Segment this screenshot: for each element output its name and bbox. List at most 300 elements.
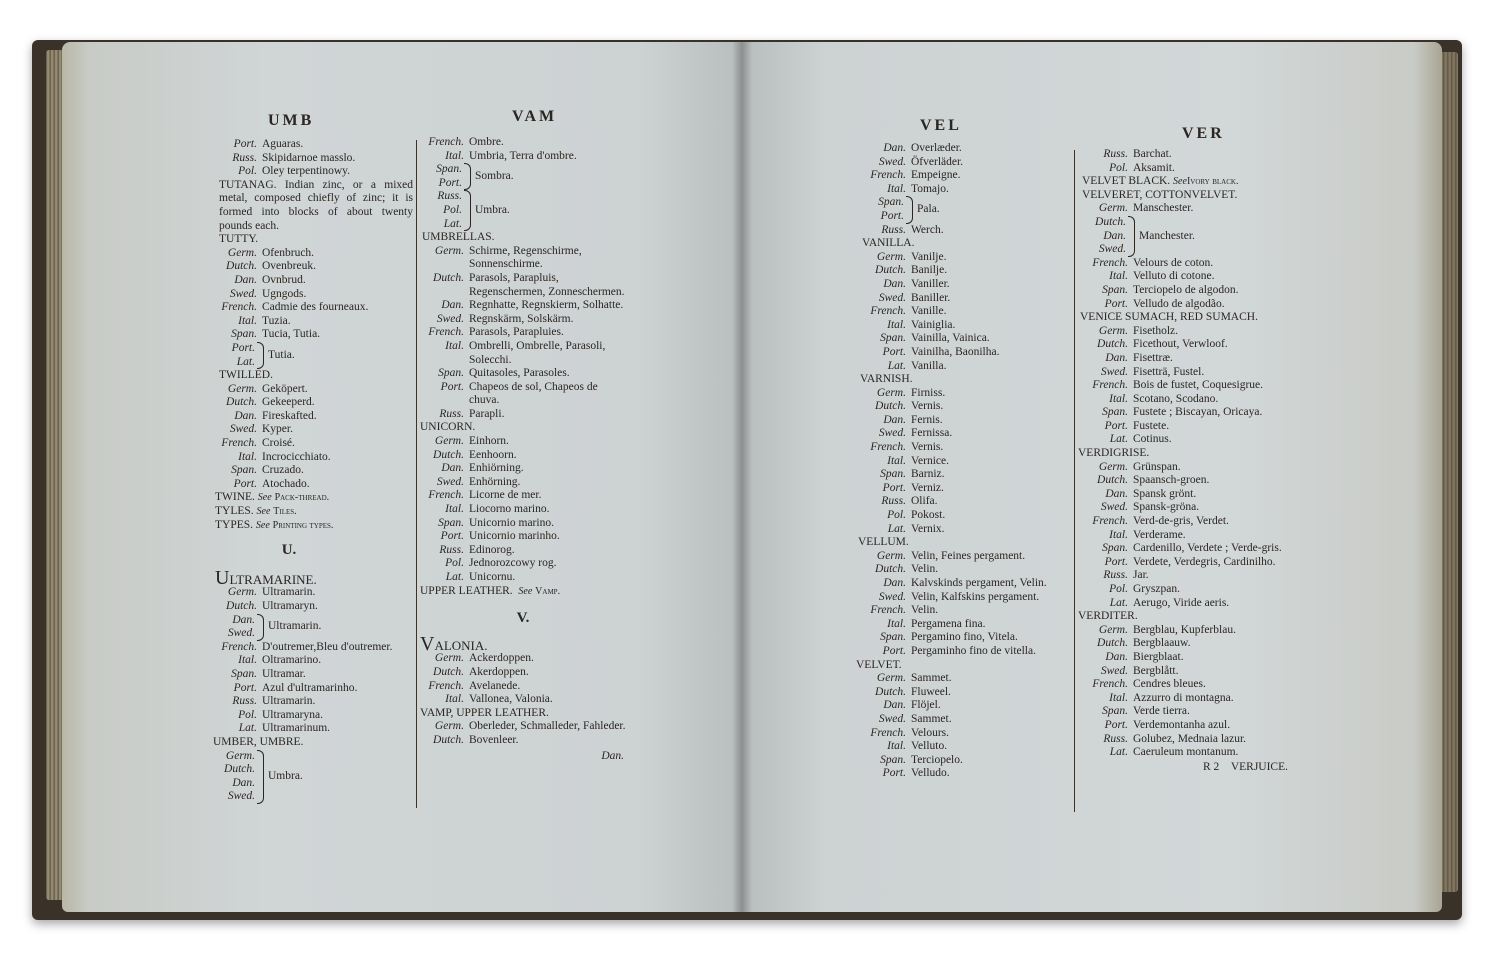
translation-line (1078, 733, 1294, 747)
entry-tyles (165, 505, 413, 519)
translation-line (418, 245, 628, 272)
translation-text: Azzurro di montagna. (1133, 691, 1234, 704)
translation-text: Cardenillo, Verdete ; Verde-gris. (1133, 542, 1282, 555)
translation-text: Cadmie des fourneaux. (262, 301, 369, 314)
translation-line (165, 315, 413, 329)
translation-line (1078, 746, 1294, 760)
language-label: Port. (1104, 419, 1128, 432)
language-label: Dutch. (433, 733, 464, 746)
translation-text: Licorne de mer. (469, 489, 542, 502)
headword-vamp: VAMP, UPPER LEATHER. (420, 706, 549, 719)
entry-lines (856, 142, 1070, 196)
translation-line (856, 686, 1070, 700)
headword-ultramarine (165, 566, 413, 589)
entry-types (165, 519, 413, 533)
translation-line (165, 288, 413, 302)
translation-line (165, 165, 413, 179)
language-label: Swed. (878, 291, 906, 304)
translation-line (418, 476, 628, 490)
translation-text: Oberleder, Schmalleder, Fahleder. (469, 720, 626, 733)
language-label: Dan. (441, 299, 464, 312)
translation-line (856, 346, 1070, 360)
language-label: Ital. (445, 339, 464, 352)
entry-lines (1078, 624, 1294, 760)
book-gutter (732, 42, 752, 912)
translation-line (1078, 501, 1294, 515)
headword-verditer: VERDITER. (1078, 610, 1138, 623)
translation-text: Unicornio marino. (469, 516, 554, 529)
translation-text: Sammet. (911, 712, 952, 725)
entry-lines (1078, 461, 1294, 611)
language-label: Pol. (887, 509, 906, 522)
drop-initial: U (215, 566, 230, 589)
language-label: Dan. (1103, 229, 1126, 242)
language-label: Swed. (227, 627, 255, 640)
translation-line (418, 530, 628, 544)
language-label: Swed. (878, 427, 906, 440)
translation-line (418, 666, 628, 680)
translation-line (1078, 651, 1294, 665)
column-rule-right (1074, 150, 1075, 812)
language-label: Dutch. (875, 400, 906, 413)
language-label: Germ. (876, 549, 906, 562)
translation-text: Tomajo. (911, 182, 949, 195)
translation-line (856, 550, 1070, 564)
translation-line (418, 680, 628, 694)
translation-text: Umbra. (475, 203, 510, 216)
language-label: Dutch. (226, 260, 257, 273)
language-label: Dan. (1105, 487, 1128, 500)
translation-text: Spaansch-groen. (1133, 474, 1210, 487)
language-label: Swed. (436, 475, 464, 488)
see-label: See (1173, 176, 1187, 188)
translation-text: Gekeeperd. (262, 396, 315, 409)
translation-line (856, 292, 1070, 306)
translation-text: Pergamino fino, Vitela. (911, 631, 1018, 644)
language-label: Dutch. (1095, 215, 1126, 228)
translation-line (418, 693, 628, 707)
translation-text: Skipidarnoe masslo. (262, 151, 356, 164)
translation-line (418, 435, 628, 449)
translation-text: Fisetholz. (1133, 324, 1179, 337)
headword-velvet: VELVET. (856, 658, 902, 671)
entry-lines (418, 245, 628, 422)
language-label: Pol. (1109, 583, 1128, 595)
language-label: Swed. (1100, 501, 1128, 514)
translation-text: Golubez, Mednaia lazur. (1133, 732, 1247, 745)
see-label: See (518, 585, 533, 597)
translation-line (1078, 393, 1294, 407)
translation-text: Vanilje. (911, 250, 947, 263)
language-label: Swed. (1098, 243, 1126, 256)
column-d (1078, 148, 1294, 774)
translation-text: Velin, Feines pergament. (911, 549, 1026, 562)
language-label: Russ. (1103, 148, 1128, 160)
translation-text: Oley terpentinowy. (262, 165, 351, 178)
translation-text: Unicornio marinho. (469, 530, 560, 543)
language-label: French. (428, 136, 464, 148)
language-label: Russ. (881, 495, 906, 508)
translation-text: Bois de fustet, Coquesigrue. (1133, 379, 1263, 392)
translation-text: Ombre. (469, 136, 504, 148)
drop-initial: V (420, 632, 435, 655)
translation-line (165, 410, 413, 424)
translation-line (165, 423, 413, 437)
language-label: Swed. (878, 155, 906, 168)
language-label: Germ. (227, 246, 257, 259)
translation-line (856, 305, 1070, 319)
translation-text: Velin. (911, 604, 939, 617)
translation-line (1078, 352, 1294, 366)
translation-line (856, 441, 1070, 455)
language-label: French. (870, 604, 906, 617)
language-label: Span. (436, 163, 462, 176)
translation-line (856, 156, 1070, 170)
translation-text: Umbria, Terra d'ombre. (469, 149, 577, 162)
translation-line (165, 695, 413, 709)
translation-line (856, 455, 1070, 469)
language-label: Port. (438, 176, 462, 189)
translation-line (856, 387, 1070, 401)
translation-text: Spansk grönt. (1133, 487, 1197, 500)
translation-text: Parapli. (469, 407, 505, 420)
running-head-ver: VER (1182, 125, 1225, 142)
translation-text: Manschester. (1133, 202, 1194, 215)
translation-text: Empeigne. (911, 169, 961, 182)
translation-line (856, 468, 1070, 482)
translation-text: Velours. (911, 726, 950, 739)
translation-text: Ultramar. (262, 667, 306, 680)
translation-text: Verd-de-gris, Verdet. (1133, 515, 1229, 528)
translation-line (1078, 420, 1294, 434)
translation-line (856, 672, 1070, 686)
language-label: Lat. (445, 571, 464, 583)
curly-brace-icon (1128, 216, 1135, 257)
translation-text: Olifa. (911, 495, 938, 508)
translation-line (418, 571, 628, 585)
brace-group (1078, 216, 1294, 257)
language-label: Dan. (883, 577, 906, 589)
translation-line (418, 449, 628, 463)
translation-text: Pergaminho fino de vitella. (911, 644, 1036, 657)
language-label: Pol. (443, 203, 462, 216)
headword-umbrellas: UMBRELLAS. (422, 231, 495, 244)
translation-line (418, 517, 628, 531)
translation-text: Aerugo, Viride aeris. (1133, 596, 1230, 609)
entry-lines (856, 251, 1070, 373)
entry-lines (165, 641, 413, 736)
cross-reference: Tiles. (273, 506, 297, 518)
column-a (165, 138, 413, 804)
translation-text: Verdemontanha azul. (1133, 718, 1231, 731)
language-label: Ital. (1109, 691, 1128, 704)
language-label: Lat. (887, 522, 906, 535)
language-label: Dutch. (433, 448, 464, 461)
translation-line (1078, 148, 1294, 162)
entry-lines (165, 383, 413, 492)
translation-line (418, 544, 628, 558)
translation-line (418, 408, 628, 422)
translation-line (856, 713, 1070, 727)
language-label: Russ. (439, 407, 464, 420)
language-label: Port. (880, 209, 904, 222)
translation-line (418, 720, 628, 734)
translation-text: Cruzado. (262, 464, 304, 477)
curly-brace-icon (257, 342, 264, 369)
translation-text: Cendres bleues. (1133, 678, 1206, 691)
translation-text: Grünspan. (1133, 460, 1181, 473)
language-label: Pol. (238, 165, 257, 178)
language-label: Swed. (436, 312, 464, 325)
page-footer (1078, 761, 1294, 775)
language-label: Dutch. (875, 563, 906, 576)
translation-text: Velluto. (911, 740, 948, 753)
translation-text: Werch. (911, 223, 944, 236)
translation-text: Ultramarin. (262, 586, 316, 599)
translation-text: Vernis. (911, 400, 944, 413)
translation-line (165, 152, 413, 166)
translation-line (165, 709, 413, 723)
translation-text: Baniller. (911, 291, 951, 304)
entry-lines (1078, 325, 1294, 447)
translation-text: Gryszpan. (1133, 583, 1180, 595)
language-label: Germ. (227, 382, 257, 395)
translation-line (165, 301, 413, 315)
translation-text: Vainilha, Baonilha. (911, 345, 1000, 358)
running-head-umb: UMB (268, 112, 315, 129)
language-label: Port. (233, 477, 257, 490)
headword-twilled: TWILLED. (219, 369, 273, 382)
language-label: Span. (880, 631, 906, 644)
translation-line (1078, 569, 1294, 583)
headword-rest: ALONIA. (434, 637, 488, 653)
language-label: Swed. (229, 423, 257, 436)
language-label: Span. (1102, 283, 1128, 296)
entry-lines (1078, 148, 1294, 175)
translation-text: Umbra. (268, 769, 303, 782)
language-label: French. (870, 441, 906, 454)
translation-text: Banilje. (911, 264, 948, 277)
brace-group (418, 163, 628, 190)
translation-line (418, 652, 628, 666)
language-label: Pol. (238, 708, 257, 721)
translation-line (856, 645, 1070, 659)
translation-line (856, 591, 1070, 605)
translation-line (418, 503, 628, 517)
translation-line (1078, 433, 1294, 447)
headword-upper-leather: UPPER LEATHER. (420, 584, 513, 597)
translation-text: Sombra. (475, 169, 514, 182)
language-label: Ital. (238, 314, 257, 327)
translation-text: Bergblått. (1133, 664, 1179, 677)
headword-verdigrise: VERDIGRISE. (1078, 447, 1150, 460)
language-label: Swed. (878, 712, 906, 725)
translation-line (165, 396, 413, 410)
language-label: Span. (1102, 542, 1128, 555)
language-label: French. (428, 326, 464, 339)
translation-text: Velludo. (911, 767, 950, 780)
language-label: Ital. (1109, 270, 1128, 283)
language-label: Ital. (1109, 392, 1128, 405)
translation-line (856, 251, 1070, 265)
translation-line (856, 319, 1070, 333)
translation-line (165, 247, 413, 261)
translation-line (1078, 298, 1294, 312)
translation-text: Eenhoorn. (469, 448, 517, 461)
translation-line (1078, 366, 1294, 380)
translation-text: Vernix. (911, 522, 945, 535)
language-label: Ital. (445, 503, 464, 516)
translation-text: Parasols, Parapluis, Regenschermen, Zonneschermen. (469, 271, 625, 298)
language-label: Ital. (887, 617, 906, 630)
language-label: Dutch. (224, 763, 255, 776)
language-label: Ital. (445, 149, 464, 162)
language-label: Dutch. (226, 600, 257, 612)
translation-line (165, 478, 413, 492)
entry-lines (165, 138, 413, 179)
translation-text: Overlæder. (911, 142, 962, 154)
translation-line (856, 142, 1070, 156)
column-c (856, 142, 1070, 781)
translation-text: Bovenleer. (469, 733, 519, 746)
language-label: Ital. (445, 693, 464, 706)
entry-lines (165, 586, 413, 613)
language-label: Dan. (883, 277, 906, 290)
translation-line (165, 600, 413, 614)
translation-text: Avelanede. (469, 679, 521, 692)
language-label: Germ. (227, 586, 257, 599)
translation-text: Enhiörning. (469, 462, 524, 475)
translation-line (856, 523, 1070, 537)
translation-text: Velin. (911, 563, 939, 576)
curly-brace-icon (464, 163, 471, 190)
translation-line (1078, 284, 1294, 298)
language-label: Lat. (1109, 596, 1128, 609)
entry-lines (1078, 202, 1294, 216)
translation-text: Vernice. (911, 454, 949, 467)
language-label: Dutch. (875, 685, 906, 698)
translation-line (165, 451, 413, 465)
translation-text: Ovnbrud. (262, 273, 306, 286)
translation-line (856, 767, 1070, 781)
translation-text: Jar. (1133, 569, 1149, 582)
language-label: Russ. (1103, 569, 1128, 582)
translation-line (1078, 705, 1294, 719)
headword-types: TYPES. (215, 518, 254, 531)
translation-line (1078, 461, 1294, 475)
translation-line (856, 169, 1070, 183)
language-label: Span. (438, 516, 464, 529)
language-label: Germ. (876, 250, 906, 263)
translation-line (1078, 678, 1294, 692)
entry-velvet-black (1078, 175, 1294, 189)
translation-line (165, 138, 413, 152)
language-label: Dan. (234, 273, 257, 286)
translation-text: Terciopelo de algodon. (1133, 283, 1239, 296)
translation-text: Kalvskinds pergament, Velin. (911, 577, 1047, 589)
headword-tutanag: TUTANAG. Indian zinc, or a mixed metal, composed chiefly of zinc; it is formed into blocks of about twenty pounds each. (219, 178, 413, 232)
translation-text: Cotinus. (1133, 433, 1172, 446)
language-label: Ital. (887, 454, 906, 467)
translation-line (1078, 529, 1294, 543)
language-label: Swed. (1100, 365, 1128, 378)
language-label: Dan. (232, 613, 255, 626)
entry-lines (856, 387, 1070, 537)
translation-text: Ultramaryna. (262, 708, 323, 721)
translation-line (418, 462, 628, 476)
translation-line (856, 495, 1070, 509)
language-label: Dan. (1105, 650, 1128, 663)
translation-line (418, 272, 628, 299)
translation-text: Regnhatte, Regnskierm, Solhatte. (469, 299, 624, 312)
section-heading-u: U. (281, 542, 297, 559)
translation-text: Barchat. (1133, 148, 1172, 160)
headword-rest: LTRAMARINE. (229, 571, 317, 587)
translation-text: Ultramarin. (268, 620, 322, 633)
language-label: Dutch. (875, 264, 906, 277)
language-label: Ital. (887, 318, 906, 331)
translation-line (1078, 338, 1294, 352)
language-label: Germ. (876, 672, 906, 685)
language-label: Lat. (1109, 433, 1128, 446)
language-label: Ital. (1109, 528, 1128, 541)
translation-text: Azul d'ultramarinho. (262, 681, 358, 694)
cross-reference: Ivory black. (1186, 176, 1239, 188)
translation-line (418, 136, 628, 150)
translation-line (1078, 406, 1294, 420)
translation-line (1078, 162, 1294, 176)
translation-line (856, 577, 1070, 591)
translation-line (165, 654, 413, 668)
language-label: Swed. (1100, 664, 1128, 677)
language-label: Ital. (887, 740, 906, 753)
translation-text: Velours de coton. (1133, 256, 1214, 269)
language-label: Span. (880, 753, 906, 766)
headword-vanilla: VANILLA. (862, 237, 915, 250)
entry-lines (856, 550, 1070, 659)
translation-line (1078, 665, 1294, 679)
headword-venice-sumach: VENICE SUMACH, RED SUMACH. (1080, 311, 1258, 324)
curly-brace-icon (906, 196, 913, 223)
brace-group (165, 750, 413, 804)
language-label: Germ. (434, 244, 464, 257)
entry-lines (856, 672, 1070, 781)
language-label: Span. (880, 332, 906, 345)
catchword: Dan. (601, 749, 624, 762)
language-label: Dan. (234, 409, 257, 422)
headword-velvet-black: VELVET BLACK. (1082, 175, 1171, 188)
headword-unicorn: UNICORN. (420, 421, 476, 434)
translation-line (1078, 692, 1294, 706)
headword-vellum: VELLUM. (858, 536, 909, 549)
translation-line (165, 586, 413, 600)
entry-twine (165, 491, 413, 505)
translation-line (165, 668, 413, 682)
translation-text: Schirme, Regenschirme, Sonnenschirme. (469, 244, 582, 271)
language-label: Port. (882, 345, 906, 358)
language-label: Port. (233, 681, 257, 694)
translation-text: Regnskärm, Solskärm. (469, 312, 574, 325)
translation-line (1078, 597, 1294, 611)
translation-text: Fustete ; Biscayan, Oricaya. (1133, 406, 1263, 419)
translation-text: Sammet. (911, 672, 952, 685)
language-label: Port. (882, 644, 906, 657)
translation-text: Fustete. (1133, 419, 1170, 432)
language-label: Swed. (227, 790, 255, 803)
language-label: French. (428, 489, 464, 502)
translation-text: Fisetträ, Fustel. (1133, 365, 1205, 378)
curly-brace-icon (257, 750, 264, 804)
